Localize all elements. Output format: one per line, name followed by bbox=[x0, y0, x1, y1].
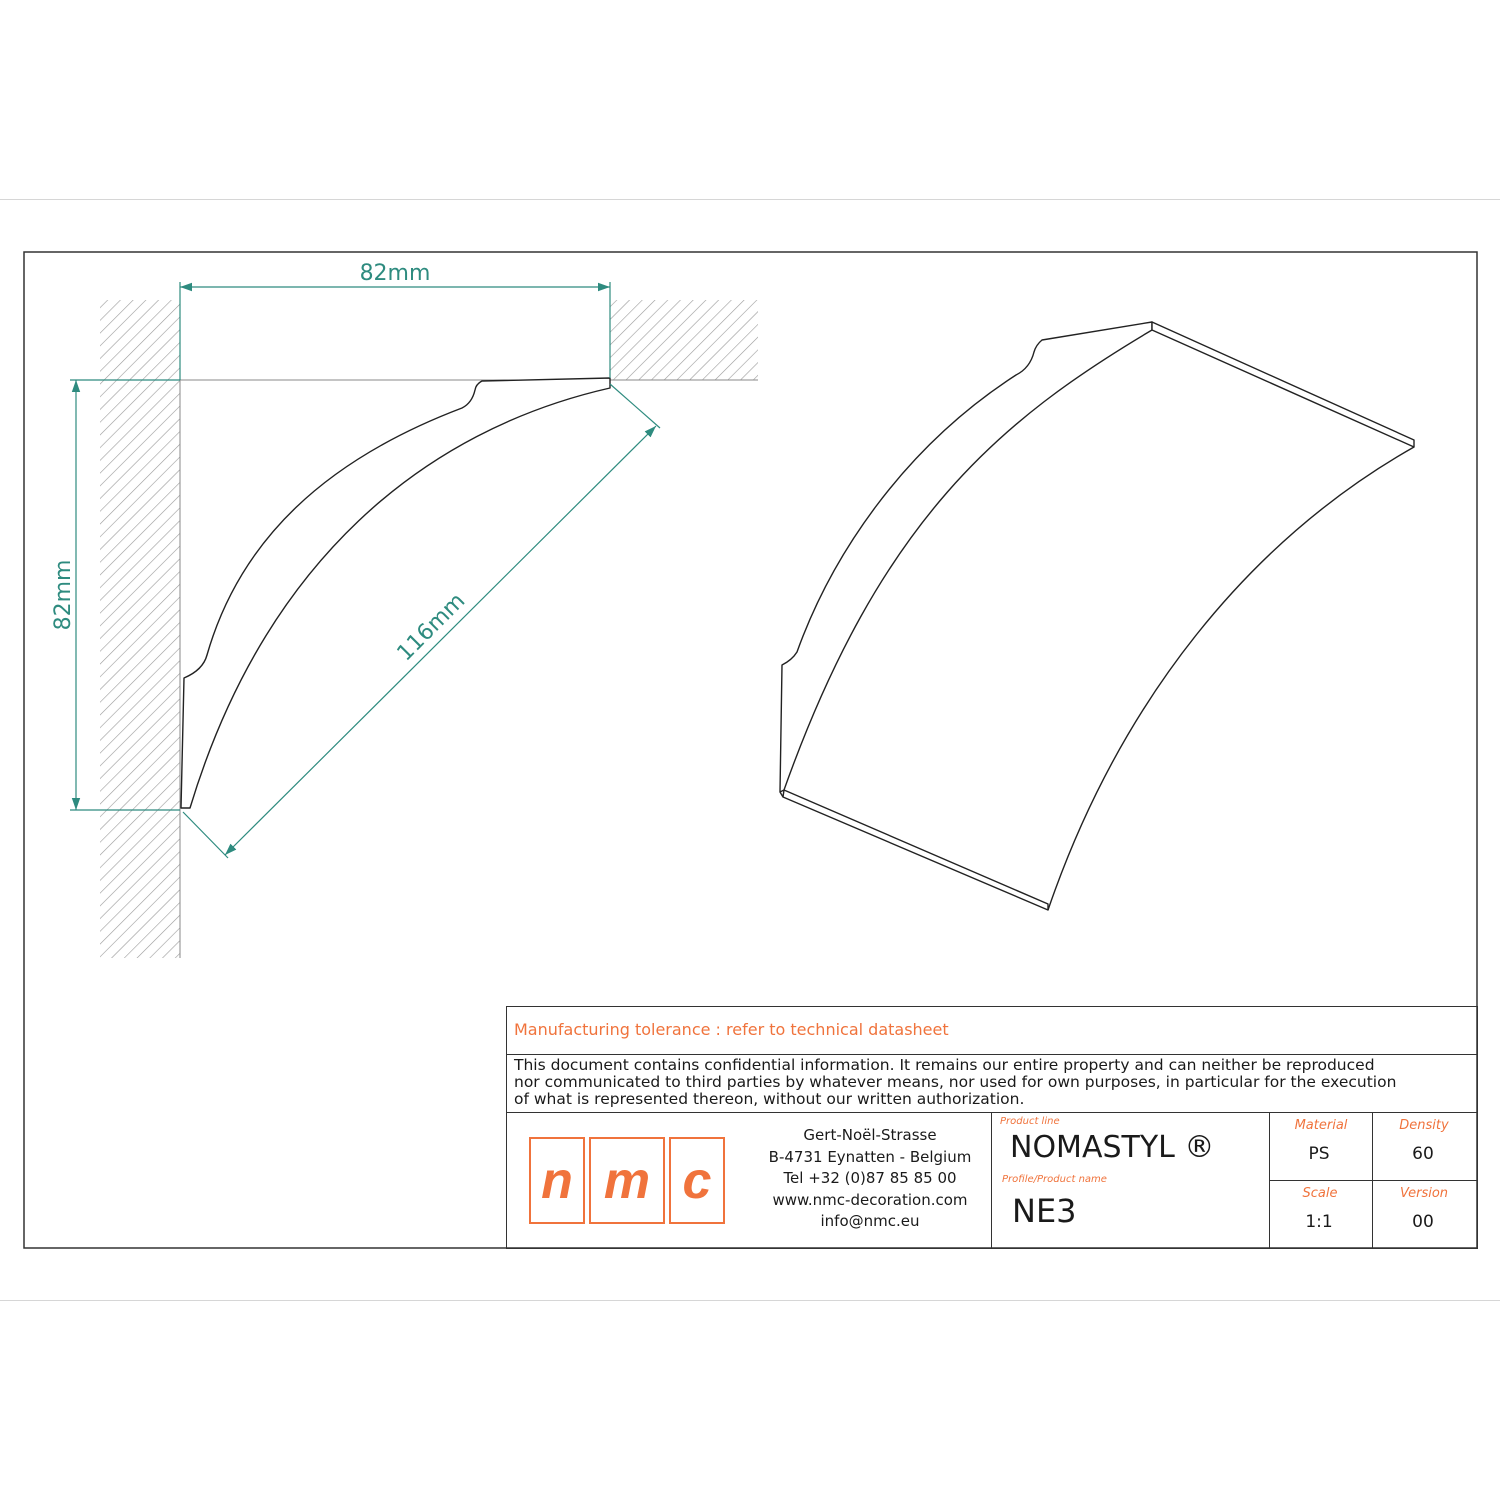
confidentiality-line-2: nor communicated to third parties by whatever means, nor used for own purposes, in particular for the execution bbox=[514, 1073, 1397, 1091]
version-label: Version bbox=[1399, 1186, 1449, 1201]
address-phone: Tel +32 (0)87 85 85 00 bbox=[783, 1169, 957, 1187]
title-block-hdiv-cells bbox=[1269, 1180, 1477, 1181]
title-block-divider-1 bbox=[506, 1054, 1477, 1055]
logo-box-c: c bbox=[669, 1137, 725, 1224]
confidentiality-line-1: This document contains confidential information. It remains our entire property and can neither be reproduced bbox=[514, 1056, 1375, 1074]
dimension-side-label: 82mm bbox=[51, 559, 76, 631]
cornice-clear-area bbox=[180, 300, 610, 380]
density-value: 60 bbox=[1412, 1144, 1434, 1164]
version-value: 00 bbox=[1412, 1212, 1434, 1232]
address-city: B-4731 Eynatten - Belgium bbox=[768, 1147, 972, 1166]
wall-hatch bbox=[100, 380, 180, 958]
confidentiality-line-3: of what is represented thereon, without our written authorization. bbox=[514, 1090, 1025, 1108]
product-line-value: NOMASTYL ® bbox=[1010, 1130, 1215, 1165]
cornice-profile bbox=[181, 378, 610, 808]
material-label: Material bbox=[1294, 1118, 1348, 1133]
logo-box-n: n bbox=[529, 1137, 585, 1224]
density-label: Density bbox=[1399, 1118, 1449, 1133]
address-street: Gert-Noël-Strasse bbox=[803, 1126, 937, 1144]
product-line-label: Product line bbox=[1000, 1116, 1060, 1127]
dimension-diagonal-label: 116mm bbox=[392, 588, 471, 667]
nmc-logo bbox=[529, 1137, 725, 1224]
product-name-value: NE3 bbox=[1012, 1192, 1077, 1230]
scale-label: Scale bbox=[1302, 1186, 1338, 1201]
product-name-label: Profile/Product name bbox=[1002, 1174, 1107, 1185]
cornice-3d-view bbox=[780, 322, 1414, 910]
address-web: www.nmc-decoration.com bbox=[772, 1190, 968, 1209]
title-block-vdiv-1 bbox=[991, 1112, 992, 1248]
material-value: PS bbox=[1308, 1144, 1330, 1164]
scale-value: 1:1 bbox=[1305, 1212, 1333, 1232]
confidentiality-notice bbox=[514, 1057, 1396, 1108]
dimension-top-label: 82mm bbox=[359, 261, 431, 286]
logo-box-m: m bbox=[589, 1137, 665, 1224]
company-address bbox=[750, 1125, 990, 1233]
address-email: info@nmc.eu bbox=[820, 1212, 920, 1230]
tolerance-note: Manufacturing tolerance : refer to technical datasheet bbox=[514, 1020, 949, 1039]
